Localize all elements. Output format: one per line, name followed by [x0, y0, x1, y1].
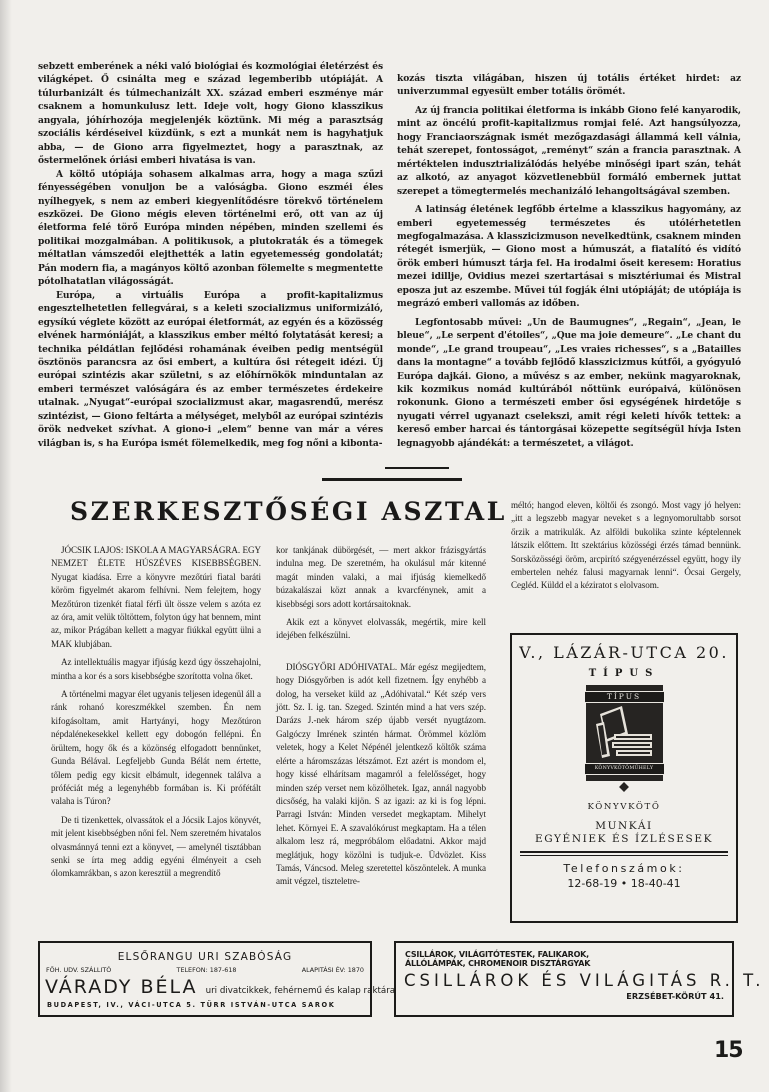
- ad-products-line2: ÁLLÓLÁMPÁK, CHROMENOIR DISZTÁRGYAK: [405, 959, 591, 968]
- editorial-paragraph: méltó; hangod eleven, költői és zsongó. Most vagy jó helyen: „itt a legszebb magyar neveket s a legnyomorultabb sorsot őrzik a matrikulák. Az alföldi bukolika szinte képtelennek látszik előttem. Itt szektárius közösségi érzés támad bennünk. Sorsközösségi öröm, arcpirító szégyenérzéssel együtt, hogy ily embertelen nehéz falusi magyarnak lenni“. Ócsai Gergely, Cegléd. Küldd el a kéziratot s elolvasom.: [511, 500, 741, 591]
- ad-phone: TELEFON: 187-618: [176, 966, 237, 974]
- editorial-paragraph: kor tankjának dübörgését, — mert akkor frázisgyártás indulna meg. De szeretném, ha okulásul már kitenné magát minden valaki, a mai ifjúság kiemelkedő búzakalászai közt annak a kvarcfénynek, amit a kisebbségi sors adott kortársaitoknak.: [276, 545, 486, 609]
- ad-name: VÁRADY BÉLA: [45, 976, 198, 998]
- stacked-books-icon: [586, 685, 663, 781]
- article-paragraph: A költő utópiája sohasem alkalmas arra, hogy a maga szűzi fényességében vonuljon be a valóságba. Giono eszméi éles nyílhegyek, s nem az emberi kiegyenlítődésre törekvő történelem eszközei. De Giono mégis eleven történelmi erő, ott van az új életforma felé törő Európa minden népében, minden szellemi és politikai mozgalmában. A politikusok, a plutokraták és a tömegek méltatlan vámszedői elejthették a latin egyetemesség gondolatát; Pán modern fia, a magányos költő azonban fölemelte s megmentette pótolhatatlan világosságát.: [38, 168, 383, 288]
- editorial-paragraph: De ti tizenkettek, olvassátok el a Jócsik Lajos könyvét, mit jelent kisebbségben nőni fel. Nem szeretném hivatalos olvasmánnyá tenni ezt a könyvet, — amelynél tisztábban senki se írta meg addig egyéni élményeit a cseh ólomkamrákban, s azon keresztül a megrendítő: [51, 814, 261, 879]
- column-end-rule: [385, 467, 449, 469]
- article-paragraph: Európa, a virtuális Európa a profit-kapitalizmus engesztelhetetlen fellegvárai, s a keleti szocializmus uniformizáló, egysíkú véglete között az európai életformát, az egyén és a közösség elvének harmóniáját, a klasszikus ember méltó folytatását keresi; a technika példátlan fejlődési rohamának éveiben pedig mentségül ösztönös parancsra az ősi embert, a kultúra ősi rétegeit idézi. Új európai szintézis akar születni, s az előhírnökök minduntalan az emberi természet valóságára és az ember természetes érdekeire utalnak. „Nyugat“-európai szocializmust akar, magasrendű, merész szintézist, — Giono feltárta a mélységet, melyből az európai szintézis örök nedveket szívhat. A giono-i „elem“ benne van már a véres világban is, s ha Európa ismét fölemelkedik, meg fog nőni a kibonta-: [38, 289, 383, 449]
- section-divider-rule: [322, 478, 462, 481]
- ad-varady-tailor: [38, 941, 396, 1017]
- editorial-paragraph: Az intellektuális magyar ifjúság kezd úgy összehajolni, mintha a kor és a sors kisebbségbe szorította volna őket.: [51, 657, 261, 681]
- ad-subtitle: KÖNYVKÖTŐ: [587, 802, 661, 812]
- logo-bottom-band: KÖNYVKÖTŐMŰHELY: [585, 763, 664, 775]
- ad-headline: ELSŐRANGU URI SZABÓSÁG: [117, 951, 293, 963]
- article-paragraph: A latinság életének legfőbb értelme a klasszikus hagyomány, az emberi egyetemesség természetes és utólérhetetlen megfogalmazása. A klasszicizmuson nevelkedtünk, csaknem minden rétegét ismerjük, — Giono most a húmuszát, a fiatalító és vidító örök emberi húmuszt tárja fel. Ha irodalmi őseit keresem: Horatius mezei idillje, Ovidius mezei szertartásai s misztériumai és Mistral eposza jut az eszembe. Művei túl fogják élni utópiáját; de utópiája is megrázó emberi vallomás az időben.: [397, 204, 741, 310]
- page-gutter-shadow: [0, 0, 12, 1092]
- ad-tipus-bookbinder: [510, 633, 738, 923]
- editorial-paragraph: A történelmi magyar élet ugyanis teljesen idegenül áll a ránk rohanó koreszmékkel szemben. Én nem kifogásoltam, amit Hartyányi, hogy Mezőtúron népdalénekesekkel kellett egy dobogón fellépni. Én örültem, hogy ők és a közönség elfogadott bennünket, Gunda Bélával. Legfeljebb Gunda Bélát nem értette, tőlem pedig egy kicsit elbámult, idegennek találva a próféciát még a legenyhébb formában is. Ki prófétált valaha is Túron?: [51, 689, 261, 807]
- ad-products-line1: CSILLÁROK, VILÁGITÓTESTEK, FALIKAROK,: [405, 950, 590, 959]
- editorial-column-2: [276, 544, 486, 889]
- editorial-column-3: [511, 499, 741, 593]
- ad-phone-numbers: 12-68-19 • 18-40-41: [567, 877, 681, 890]
- ad-info-row: [46, 966, 364, 974]
- article-paragraph: kozás tiszta világában, hiszen új totális értéket hirdet: az univerzummal egyesült ember totális örömét.: [397, 73, 741, 98]
- section-title: SZERKESZTŐSÉGI ASZTAL: [70, 497, 507, 526]
- editorial-paragraph: JÓCSIK LAJOS: ISKOLA A MAGYARSÁGRA. EGY NEMZET ÉLETE HÚSZÉVES KISEBBSÉGBEN. Nyugat kiadása. Erre a könyvre mezőtúri fiatal baráti köröm figyelmét akarom felhívni. Nem felejtem, hogy Mezőtúron tizenkét fiatal férfi ült össze velem s azóta ez az óra, amit velük töltöttem, folyton úgy hat bennem, mint az, mikor Prágában kellett a magyar fiúkkal együtt ülni a MAK klubjában.: [51, 545, 261, 649]
- ad-founded: ALAPITÁSI ÉV: 1870: [301, 966, 364, 974]
- ad-works-line1: MUNKÁI: [595, 820, 653, 832]
- ad-brand: TÍPUS: [588, 668, 660, 679]
- ad-address: ERZSÉBET-KÖRÚT 41.: [626, 991, 724, 1001]
- ornament-icon: [613, 782, 635, 790]
- ad-csillarok-lighting: [394, 941, 765, 1017]
- article-paragraph: Legfontosabb művei: „Un de Baumugnes“, „Regain“, „Jean, le bleue“, „Le serpent d'étoiles“, „Que ma joie demeure“. „Le chant du monde“, „Le grand troupeau“, „Les vraies richesses“, s a „Batailles dans la montagne“ a tovább fejlődő klasszicizmus kútfői, a gyógyuló Európa dajkái. Giono, a művész s az ember, nekünk magyaroknak, kik kozmikus nomád kultúrából nőttünk európaivá, különösen rokonunk. Giono a természeti ember ősi egységének hirdetője s nyugati vérrel ugyanazt cselekszi, amit régi keleti hívők tettek: a kereső ember harcai és tántorgásai közepette segítségül hívja Isten legnagyobb ajándékát: a természetet, a világot.: [397, 316, 741, 449]
- ad-address: V., LÁZÁR-UTCA 20.: [519, 643, 729, 662]
- ad-phone-label: Telefonszámok:: [563, 862, 685, 875]
- ad-tagline: uri divatcikkek, fehérnemű és kalap raktára: [205, 986, 396, 996]
- article-paragraph: Az új francia politikai életforma is inkább Giono felé kanyarodik, mint az öncélú profit-kapitalizmus romjai felé. Azt hangsúlyozza, hogy Franciaországnak ismét mezőgazdasági állammá kell válnia, tehát szerepet, fontosságot, „reményt“ szán a francia parasztnak. A mértéktelen indusztrializálódás helyébe minőségi ipart szán, tehát az alkotó, az anyagot közvetlenebbül formáló embernek juttat szerepet a tömegtermelés mechanizáló lehangoltságával szemben.: [397, 104, 741, 197]
- page-number: 15: [714, 1038, 743, 1063]
- editorial-paragraph: DIÓSGYŐRI ADÓHIVATAL. Már egész megijedtem, hogy Diósgyőrben is adót kell fizetnem. Így enyhébb a dolog, ha verseket küld az „Adóhivatal.“ Két szép vers jött. Sz. I. ig. tan. Szeged. Szintén mind a hat vers szép. Darázs J.-nek három szép újabb versét nyugtázom. Galgóczy Imrének szintén hármat. Örömmel közlöm veletek, hogy a Kelet Népénél jelentkező költők száma elérte a háromszázas létszámot. Ezt azért is mondom el, hogy kissé elhárítsam magamról a felelősséget, hogy minden szép verset nem közölhetek. Igaz, annál nagyobb dicsőség, ha valaki kijön. S az igazi: az ki is fog lépni. Parragi István: Minden versedet megkaptam. Mihelyt lehet. Környei E. A szavalókórust megkaptam. Ha a télen alkalom lesz rá, megpróbálom előadatni. Akkor majd meglátjuk, hogy közölni is tudjuk-e. Üdvözlet. Kiss Tamás, Váncsod. Meleg szeretettel köszöntelek. A munka amit végzel, tiszteletre-: [276, 661, 486, 887]
- logo-top-band: TÍPUS: [585, 691, 664, 703]
- ad-supplier: FŐH. UDV. SZÁLLITÓ: [46, 966, 112, 974]
- double-rule: [520, 851, 728, 856]
- editorial-column-1: [51, 544, 261, 881]
- ad-address: BUDAPEST, IV., VÁCI-UTCA 5. TÜRR ISTVÁN-UTCA SAROK: [47, 1001, 336, 1009]
- ad-works-line2: EGYÉNIEK ÉS ÍZLÉSESEK: [534, 833, 714, 845]
- article-column-right: [397, 72, 741, 450]
- ad-name: CSILLÁROK ÉS VILÁGITÁS R. T.: [404, 971, 765, 990]
- article-column-left: [38, 60, 383, 450]
- editorial-paragraph: Akik ezt a könyvet elolvassák, megértik, mire kell idejében felkészülni.: [276, 617, 486, 641]
- article-paragraph: sebzett emberének a néki való biológiai és kozmológiai életérzést és világképet. Ő csinálta meg e század legemberibb utópiáját. A túlurbanizált és túlmechanizált XX. század emberi eszménye már csaknem a homunkulusz lett. Ideje volt, hogy Giono klasszikus angyala, jóhírhozója megjelenjék köztünk. Mi még a parasztság szociális kérdéseivel küzdünk, s ezt a munkát nem is hagyhatjuk abba, — de Giono arra figyelmeztet, hogy a parasztnak, az őstermelőnek óriási emberi hivatása is van.: [38, 61, 383, 167]
- books-illustration: [592, 704, 657, 762]
- ad-name-row: [45, 976, 396, 998]
